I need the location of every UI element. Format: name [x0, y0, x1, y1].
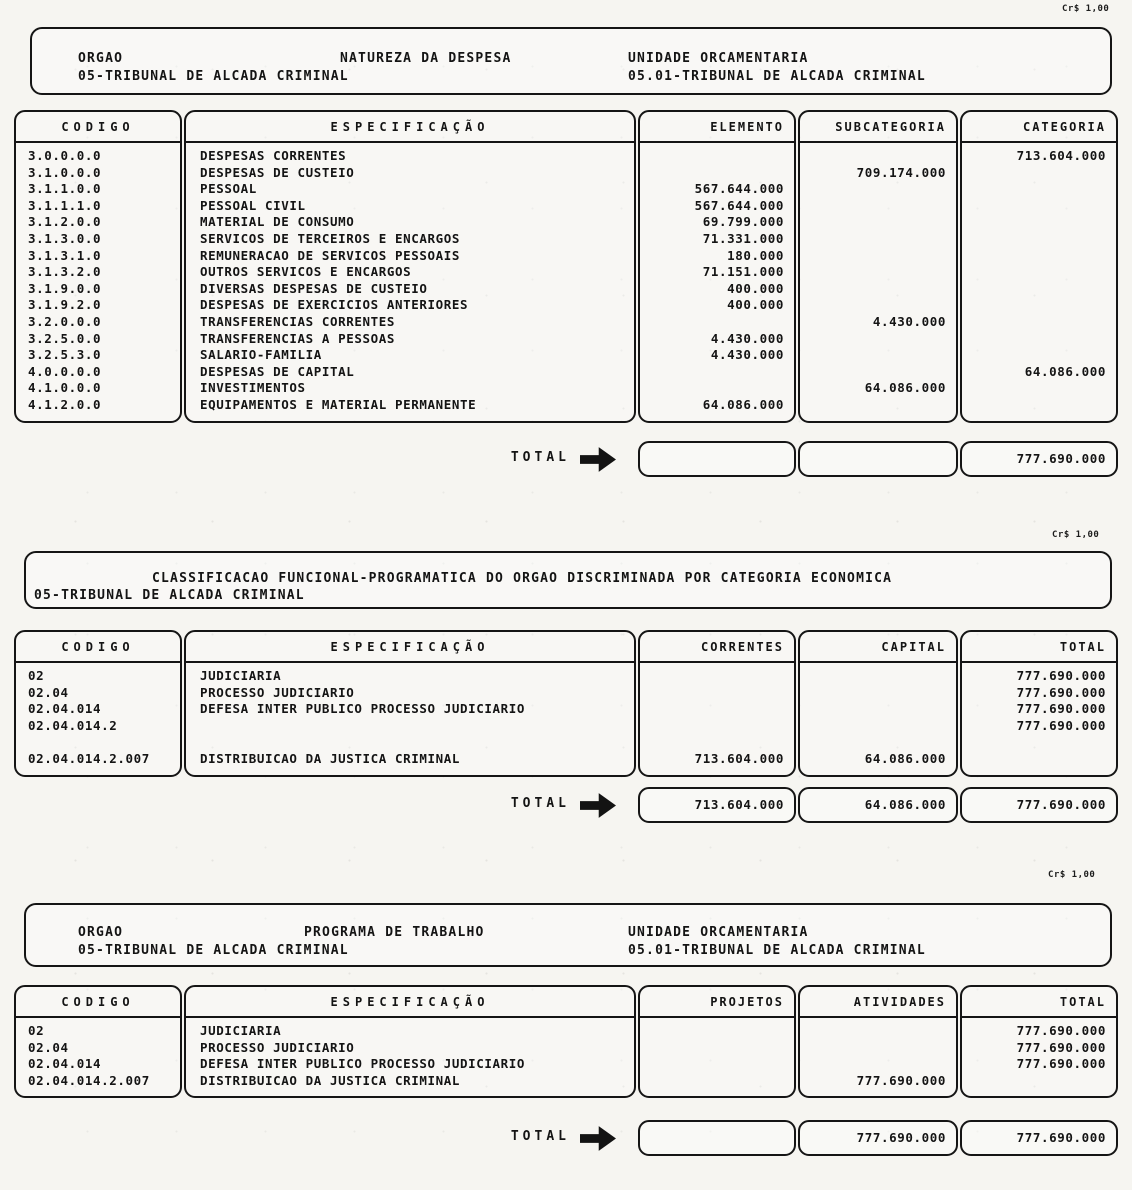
programa-total-row — [0, 1120, 1132, 1156]
cell-subcategoria — [800, 181, 946, 198]
capital-header: CAPITAL — [800, 632, 956, 663]
cell-categoria: 713.604.000 — [1016, 148, 1106, 163]
cell-spec: SALARIO-FAMILIA — [200, 347, 322, 363]
cell-capital — [800, 668, 946, 685]
cell-elemento: 71.151.000 — [702, 264, 784, 280]
cell-subcategoria — [800, 297, 946, 314]
cell-categoria — [962, 181, 1106, 198]
cell-subcategoria: 4.430.000 — [872, 313, 946, 329]
cell-categoria — [962, 165, 1106, 182]
funcional-table — [14, 630, 1118, 777]
cell-subcategoria — [800, 397, 946, 414]
cell-code: 3.1.0.0.0 — [28, 164, 102, 180]
categoria-header: CATEGORIA — [962, 112, 1116, 143]
cell-spec: DIVERSAS DESPESAS DE CUSTEIO — [200, 280, 428, 296]
cell-spec: JUDICIARIA — [200, 668, 282, 683]
natureza-header-band — [30, 27, 1112, 95]
cell-spec: JUDICIARIA — [200, 1023, 282, 1038]
elemento-header: ELEMENTO — [640, 112, 794, 143]
cell-spec: OUTROS SERVICOS E ENCARGOS — [200, 264, 412, 280]
cell-categoria — [962, 314, 1106, 331]
cell-total: 777.690.000 — [1016, 1056, 1106, 1072]
correntes-column — [638, 630, 796, 777]
cell-spec: PROCESSO JUDICIARIO — [200, 684, 355, 700]
cell-spec: TRANSFERENCIAS A PESSOAS — [200, 330, 396, 346]
cell-code: 3.1.9.0.0 — [28, 280, 102, 296]
cell-elemento — [640, 364, 784, 381]
cell-code: 3.1.2.0.0 — [28, 214, 102, 230]
codigo-header: CODIGO — [16, 987, 180, 1018]
cell-subcategoria — [800, 214, 946, 231]
cell-spec: INVESTIMENTOS — [200, 380, 306, 396]
cell-total — [962, 1073, 1106, 1090]
total-total-box: 777.690.000 — [960, 1120, 1118, 1156]
especificacao-column — [184, 630, 636, 777]
especificacao-column — [184, 985, 636, 1098]
cell-subcategoria — [800, 231, 946, 248]
cell-subcategoria: 64.086.000 — [864, 380, 946, 396]
cell-code: 3.1.1.0.0 — [28, 181, 102, 197]
cell-correntes — [640, 734, 784, 751]
atividades-column — [798, 985, 958, 1098]
cell-subcategoria — [800, 264, 946, 281]
right-arrow-icon — [580, 792, 616, 819]
cell-total: 777.690.000 — [1016, 701, 1106, 717]
right-arrow-icon — [580, 1125, 616, 1152]
cell-code: 02.04.014.2.007 — [28, 750, 150, 766]
cell-correntes: 713.604.000 — [694, 750, 784, 766]
unidade-value: 05.01-TRIBUNAL DE ALCADA CRIMINAL — [628, 69, 926, 84]
cell-total: 777.690.000 — [1016, 1039, 1106, 1055]
total-atividades-box: 777.690.000 — [798, 1120, 958, 1156]
funcional-header-band — [24, 551, 1112, 609]
cell-code: 3.1.9.2.0 — [28, 297, 102, 313]
cell-categoria — [962, 331, 1106, 348]
cell-subcategoria — [800, 331, 946, 348]
atividades-cells — [800, 1018, 956, 1096]
cell-capital — [800, 734, 946, 751]
cell-elemento — [640, 314, 784, 331]
total-cells — [962, 663, 1116, 775]
cell-spec: DESPESAS DE EXERCICIOS ANTERIORES — [200, 297, 469, 313]
projetos-column — [638, 985, 796, 1098]
cell-atividades — [800, 1040, 946, 1057]
cell-subcategoria — [800, 347, 946, 364]
codigo-cells — [16, 143, 180, 421]
total-column — [960, 985, 1118, 1098]
cell-total — [962, 751, 1106, 768]
cell-elemento: 4.430.000 — [710, 347, 784, 363]
right-arrow-icon — [580, 446, 616, 473]
categoria-column — [960, 110, 1118, 423]
cell-correntes — [640, 718, 784, 735]
cell-spec: PROCESSO JUDICIARIO — [200, 1039, 355, 1055]
cell-code: 3.1.1.1.0 — [28, 197, 102, 213]
codigo-header: CODIGO — [16, 632, 180, 663]
cell-code: 3.2.5.0.0 — [28, 330, 102, 346]
cell-spec: TRANSFERENCIAS CORRENTES — [200, 313, 396, 329]
cell-correntes — [640, 668, 784, 685]
especificacao-header: ESPECIFICAÇÃO — [186, 112, 634, 143]
cell-categoria — [962, 380, 1106, 397]
projetos-cells — [640, 1018, 794, 1096]
especificacao-column — [184, 110, 636, 423]
cell-elemento: 4.430.000 — [710, 330, 784, 346]
cell-code: 3.2.5.3.0 — [28, 347, 102, 363]
cell-categoria — [962, 347, 1106, 364]
cell-code: 02 — [28, 1023, 45, 1038]
total-projetos-box — [638, 1120, 796, 1156]
cell-categoria — [962, 264, 1106, 281]
natureza-total-row — [0, 441, 1132, 477]
cell-spec: PESSOAL — [200, 181, 257, 197]
cell-code: 02.04.014.2 — [28, 717, 118, 733]
cell-spec: DESPESAS DE CUSTEIO — [200, 164, 355, 180]
cell-spec: DESPESAS CORRENTES — [200, 148, 347, 163]
cell-total: 777.690.000 — [1016, 668, 1106, 683]
cell-spec: EQUIPAMENTOS E MATERIAL PERMANENTE — [200, 396, 477, 412]
cell-categoria — [962, 198, 1106, 215]
cell-categoria — [962, 231, 1106, 248]
programa-table — [14, 985, 1118, 1098]
programa-title: PROGRAMA DE TRABALHO — [304, 925, 485, 940]
cell-capital: 64.086.000 — [864, 750, 946, 766]
unidade-value: 05.01-TRIBUNAL DE ALCADA CRIMINAL — [628, 943, 926, 958]
cell-elemento: 180.000 — [727, 247, 784, 263]
total-header: TOTAL — [962, 987, 1116, 1018]
cell-subcategoria — [800, 198, 946, 215]
cell-spec: DISTRIBUICAO DA JUSTICA CRIMINAL — [200, 750, 461, 766]
cell-code: 4.0.0.0.0 — [28, 363, 102, 379]
cell-total: 777.690.000 — [1016, 717, 1106, 733]
cell-projetos — [640, 1023, 784, 1040]
cell-elemento — [640, 148, 784, 165]
cell-spec: DISTRIBUICAO DA JUSTICA CRIMINAL — [200, 1072, 461, 1088]
cell-elemento — [640, 380, 784, 397]
cell-projetos — [640, 1073, 784, 1090]
cell-code: 3.1.3.1.0 — [28, 247, 102, 263]
cell-code: 3.0.0.0.0 — [28, 148, 102, 163]
currency-note-3: Cr$ 1,00 — [1048, 870, 1096, 880]
especificacao-cells — [186, 663, 634, 775]
unidade-label: UNIDADE ORCAMENTARIA — [628, 51, 809, 66]
total-header: TOTAL — [962, 632, 1116, 663]
subcategoria-cells — [800, 143, 956, 421]
currency-note-1: Cr$ 1,00 — [1062, 4, 1110, 14]
cell-spec: DESPESAS DE CAPITAL — [200, 363, 355, 379]
cell-spec — [200, 718, 634, 735]
especificacao-header: ESPECIFICAÇÃO — [186, 987, 634, 1018]
cell-spec: PESSOAL CIVIL — [200, 197, 306, 213]
cell-elemento: 400.000 — [727, 280, 784, 296]
cell-subcategoria — [800, 148, 946, 165]
cell-subcategoria — [800, 364, 946, 381]
currency-note-2: Cr$ 1,00 — [1052, 530, 1100, 540]
cell-correntes — [640, 685, 784, 702]
cell-capital — [800, 701, 946, 718]
cell-elemento: 400.000 — [727, 297, 784, 313]
orgao-label: ORGAO — [78, 51, 124, 66]
cell-code: 02.04.014.2.007 — [28, 1072, 150, 1088]
funcional-title: CLASSIFICACAO FUNCIONAL-PROGRAMATICA DO ORGAO DISCRIMINADA POR CATEGORIA ECONOMICA — [152, 571, 893, 586]
correntes-header: CORRENTES — [640, 632, 794, 663]
cell-code: 4.1.2.0.0 — [28, 396, 102, 412]
cell-atividades — [800, 1056, 946, 1073]
cell-categoria — [962, 214, 1106, 231]
total-label: TOTAL — [510, 450, 570, 465]
cell-total: 777.690.000 — [1016, 684, 1106, 700]
funcional-orgao-value: 05-TRIBUNAL DE ALCADA CRIMINAL — [34, 588, 305, 603]
total-correntes-box: 713.604.000 — [638, 787, 796, 823]
correntes-cells — [640, 663, 794, 775]
cell-spec — [200, 734, 634, 751]
cell-projetos — [640, 1056, 784, 1073]
total-label: TOTAL — [510, 1129, 570, 1144]
cell-capital — [800, 718, 946, 735]
natureza-table — [14, 110, 1118, 423]
total-subcategoria-box — [798, 441, 958, 477]
orgao-value: 05-TRIBUNAL DE ALCADA CRIMINAL — [78, 69, 349, 84]
total-column — [960, 630, 1118, 777]
cell-code: 02.04 — [28, 1039, 69, 1055]
elemento-cells — [640, 143, 794, 421]
total-elemento-box — [638, 441, 796, 477]
cell-total — [962, 734, 1106, 751]
cell-elemento: 71.331.000 — [702, 230, 784, 246]
cell-categoria — [962, 281, 1106, 298]
cell-elemento: 567.644.000 — [694, 181, 784, 197]
atividades-header: ATIVIDADES — [800, 987, 956, 1018]
codigo-header: CODIGO — [16, 112, 180, 143]
programa-header-band — [24, 903, 1112, 967]
categoria-cells — [962, 143, 1116, 421]
natureza-title: NATUREZA DA DESPESA — [340, 51, 512, 66]
cell-subcategoria — [800, 281, 946, 298]
subcategoria-column — [798, 110, 958, 423]
orgao-label: ORGAO — [78, 925, 124, 940]
cell-categoria: 64.086.000 — [1024, 363, 1106, 379]
unidade-label: UNIDADE ORCAMENTARIA — [628, 925, 809, 940]
cell-code — [28, 734, 180, 751]
especificacao-cells — [186, 143, 634, 421]
cell-spec: DEFESA INTER PUBLICO PROCESSO JUDICIARIO — [200, 701, 526, 717]
codigo-cells — [16, 1018, 180, 1096]
cell-capital — [800, 685, 946, 702]
cell-spec: DEFESA INTER PUBLICO PROCESSO JUDICIARIO — [200, 1056, 526, 1072]
cell-elemento: 69.799.000 — [702, 214, 784, 230]
cell-atividades — [800, 1023, 946, 1040]
cell-elemento: 64.086.000 — [702, 396, 784, 412]
cell-total: 777.690.000 — [1016, 1023, 1106, 1038]
capital-column — [798, 630, 958, 777]
total-cells — [962, 1018, 1116, 1096]
cell-subcategoria — [800, 248, 946, 265]
total-categoria-box: 777.690.000 — [960, 441, 1118, 477]
cell-categoria — [962, 397, 1106, 414]
cell-code: 3.1.3.0.0 — [28, 230, 102, 246]
codigo-column — [14, 985, 182, 1098]
cell-code: 4.1.0.0.0 — [28, 380, 102, 396]
cell-code: 3.1.3.2.0 — [28, 264, 102, 280]
cell-code: 02.04 — [28, 684, 69, 700]
elemento-column — [638, 110, 796, 423]
total-capital-box: 64.086.000 — [798, 787, 958, 823]
cell-spec: REMUNERACAO DE SERVICOS PESSOAIS — [200, 247, 461, 263]
cell-atividades: 777.690.000 — [856, 1072, 946, 1088]
cell-categoria — [962, 297, 1106, 314]
capital-cells — [800, 663, 956, 775]
subcategoria-header: SUBCATEGORIA — [800, 112, 956, 143]
cell-code: 02.04.014 — [28, 1056, 102, 1072]
total-total-box: 777.690.000 — [960, 787, 1118, 823]
total-label: TOTAL — [510, 796, 570, 811]
codigo-cells — [16, 663, 180, 775]
projetos-header: PROJETOS — [640, 987, 794, 1018]
codigo-column — [14, 110, 182, 423]
cell-spec: SERVICOS DE TERCEIROS E ENCARGOS — [200, 230, 461, 246]
cell-correntes — [640, 701, 784, 718]
cell-projetos — [640, 1040, 784, 1057]
cell-categoria — [962, 248, 1106, 265]
cell-elemento — [640, 165, 784, 182]
cell-subcategoria: 709.174.000 — [856, 164, 946, 180]
cell-code: 3.2.0.0.0 — [28, 313, 102, 329]
especificacao-cells — [186, 1018, 634, 1096]
cell-elemento: 567.644.000 — [694, 197, 784, 213]
codigo-column — [14, 630, 182, 777]
cell-spec: MATERIAL DE CONSUMO — [200, 214, 355, 230]
especificacao-header: ESPECIFICAÇÃO — [186, 632, 634, 663]
cell-code: 02.04.014 — [28, 701, 102, 717]
cell-code: 02 — [28, 668, 45, 683]
orgao-value: 05-TRIBUNAL DE ALCADA CRIMINAL — [78, 943, 349, 958]
funcional-total-row — [0, 787, 1132, 823]
